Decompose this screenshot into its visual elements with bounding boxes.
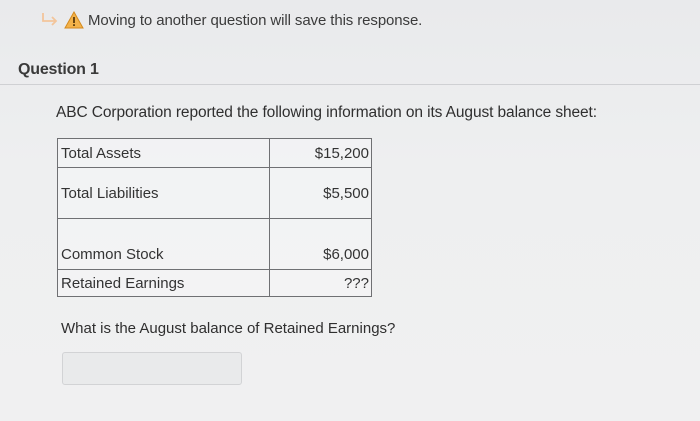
warning-triangle-icon	[64, 11, 84, 29]
row-label: Common Stock	[58, 219, 270, 270]
row-label: Total Liabilities	[58, 168, 270, 219]
row-value: $15,200	[270, 139, 372, 168]
sub-question-text: What is the August balance of Retained Earnings?	[61, 320, 396, 337]
reply-arrow-icon	[40, 10, 60, 30]
row-label: Total Assets	[58, 139, 270, 168]
warning-text: Moving to another question will save this response.	[88, 11, 423, 29]
answer-input[interactable]	[62, 352, 242, 385]
row-label: Retained Earnings	[58, 270, 270, 297]
question-title: Question 1	[18, 61, 99, 78]
table-row	[58, 168, 372, 219]
table-row	[58, 270, 372, 297]
table-row	[58, 219, 372, 270]
save-warning-notice	[40, 8, 422, 32]
row-value: ???	[270, 270, 372, 297]
row-value: $6,000	[270, 219, 372, 270]
balance-sheet-table	[57, 138, 372, 297]
question-header	[0, 58, 700, 85]
table-row	[58, 139, 372, 168]
row-value: $5,500	[270, 168, 372, 219]
question-prompt: ABC Corporation reported the following information on its August balance sheet:	[56, 104, 597, 121]
